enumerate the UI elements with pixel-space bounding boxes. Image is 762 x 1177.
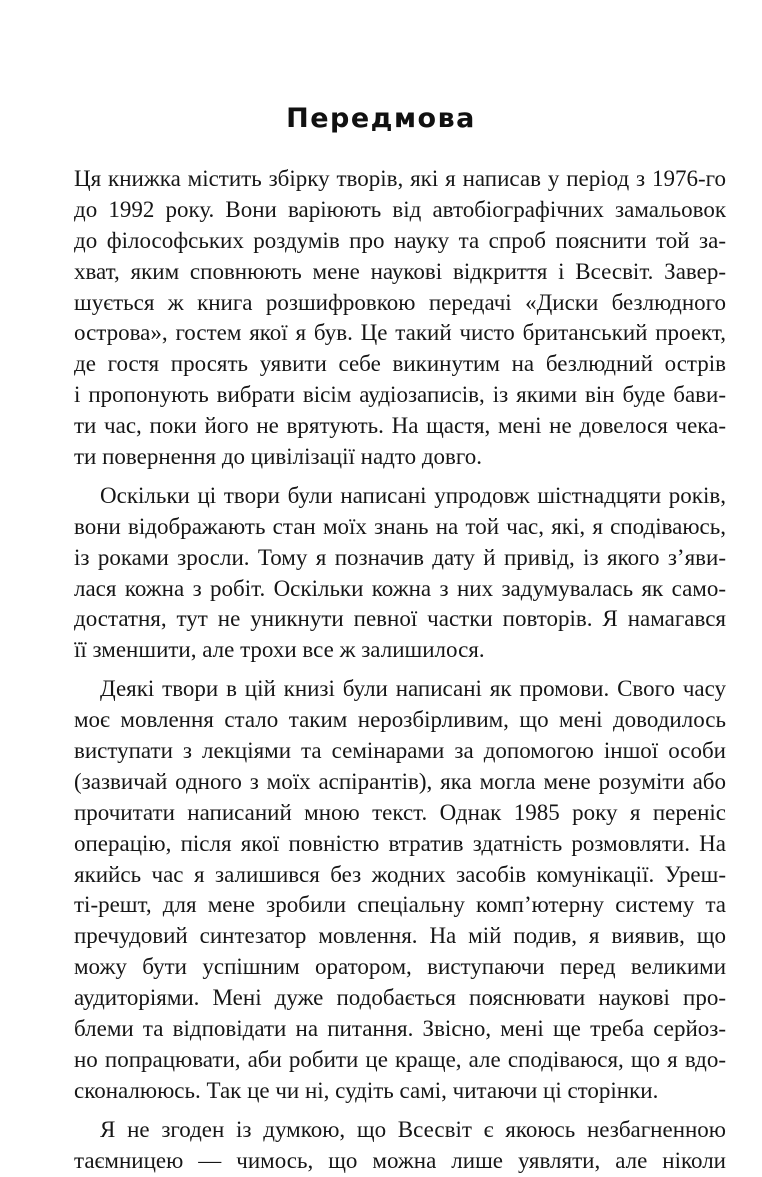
text-line: і пропонують вибрати вісім аудіозаписів, із якими він буде бави-: [74, 382, 726, 408]
text-line: (зазвичай одного з моїх аспірантів), яка могла мене розуміти або: [74, 768, 726, 794]
text-line: із роками зросли. Тому я позначив дату й привід, із якого з’яви-: [74, 544, 726, 570]
paragraph-1: [74, 164, 726, 473]
text-line: прочитати написаний мною текст. Однак 1985 року я переніс: [74, 799, 726, 825]
text-line: операцію, після якої повністю втратив здатність розмовляти. На: [74, 830, 726, 856]
text-line: моє мовлення стало таким нерозбірливим, що мені доводилось: [74, 707, 726, 733]
text-line: достатня, тут не уникнути певної частки повторів. Я намагався: [74, 606, 726, 632]
text-line: можу бути успішним оратором, виступаючи перед великими: [74, 954, 726, 980]
text-line: блеми та відповідати на питання. Звісно, мені ще треба серйоз-: [74, 1016, 726, 1042]
text-line: сконалююсь. Так це чи ні, судіть самі, читаючи ці сторінки.: [74, 1077, 659, 1103]
text-line: аудиторіями. Мені дуже подобається пояснювати наукові про-: [74, 985, 726, 1011]
text-line: Я не згоден із думкою, що Всесвіт є якоюсь незбагненною: [100, 1116, 726, 1142]
text-line: де гостя просять уявити себе викинутим на безлюдний острів: [74, 351, 726, 377]
text-line: до філософських роздумів про науку та спроб пояснити той за-: [74, 227, 726, 253]
text-line: хват, яким сповнюють мене наукові відкриття і Всесвіт. Завер-: [74, 258, 726, 284]
text-line: пречудовий синтезатор мовлення. На мій подив, я виявив, що: [74, 923, 726, 949]
text-line: до 1992 року. Вони варіюють від автобіографічних замальовок: [74, 196, 726, 222]
text-line: вони відображають стан моїх знань на той час, які, я сподіваюсь,: [74, 513, 726, 539]
text-line: лася кожна з робіт. Оскільки кожна з них задумувалась як само-: [74, 575, 726, 601]
body-text: [74, 164, 726, 1177]
text-line: таємницею — чимось, що можна лише уявляти, але ніколи: [74, 1147, 726, 1173]
page-title: Передмова: [286, 103, 476, 134]
text-line: острова», гостем якої я був. Це такий чисто британський проект,: [74, 320, 726, 346]
text-line: ті-решт, для мене зробили спеціальну комп’ютерну систему та: [74, 892, 726, 918]
text-line: Ця книжка містить збірку творів, які я написав у період з 1976-го: [74, 166, 726, 191]
paragraph-3: [74, 674, 726, 1106]
paragraph-2: [74, 481, 726, 666]
text-line: якийсь час я залишився без жодних засобів комунікації. Уреш-: [74, 861, 726, 887]
text-line: ти повернення до цивілізації надто довго.: [74, 444, 483, 470]
paragraph-4: [74, 1115, 726, 1177]
text-line: но попрацювати, аби робити це краще, але сподіваюся, що я вдо-: [74, 1046, 726, 1072]
text-line: виступати з лекціями та семінарами за допомогою іншої особи: [74, 738, 726, 764]
text-line: її зменшити, але трохи все ж залишилося.: [74, 637, 485, 663]
text-line: ти час, поки його не врятують. На щастя, мені не довелося чека-: [74, 413, 726, 439]
text-line: шується ж книга розшифровкою передачі «Диски безлюдного: [74, 289, 726, 315]
text-line: Деякі твори в цій книзі були написані як промови. Свого часу: [100, 676, 726, 702]
text-line: Оскільки ці твори були написані упродовж шістнадцяти років,: [100, 482, 726, 508]
